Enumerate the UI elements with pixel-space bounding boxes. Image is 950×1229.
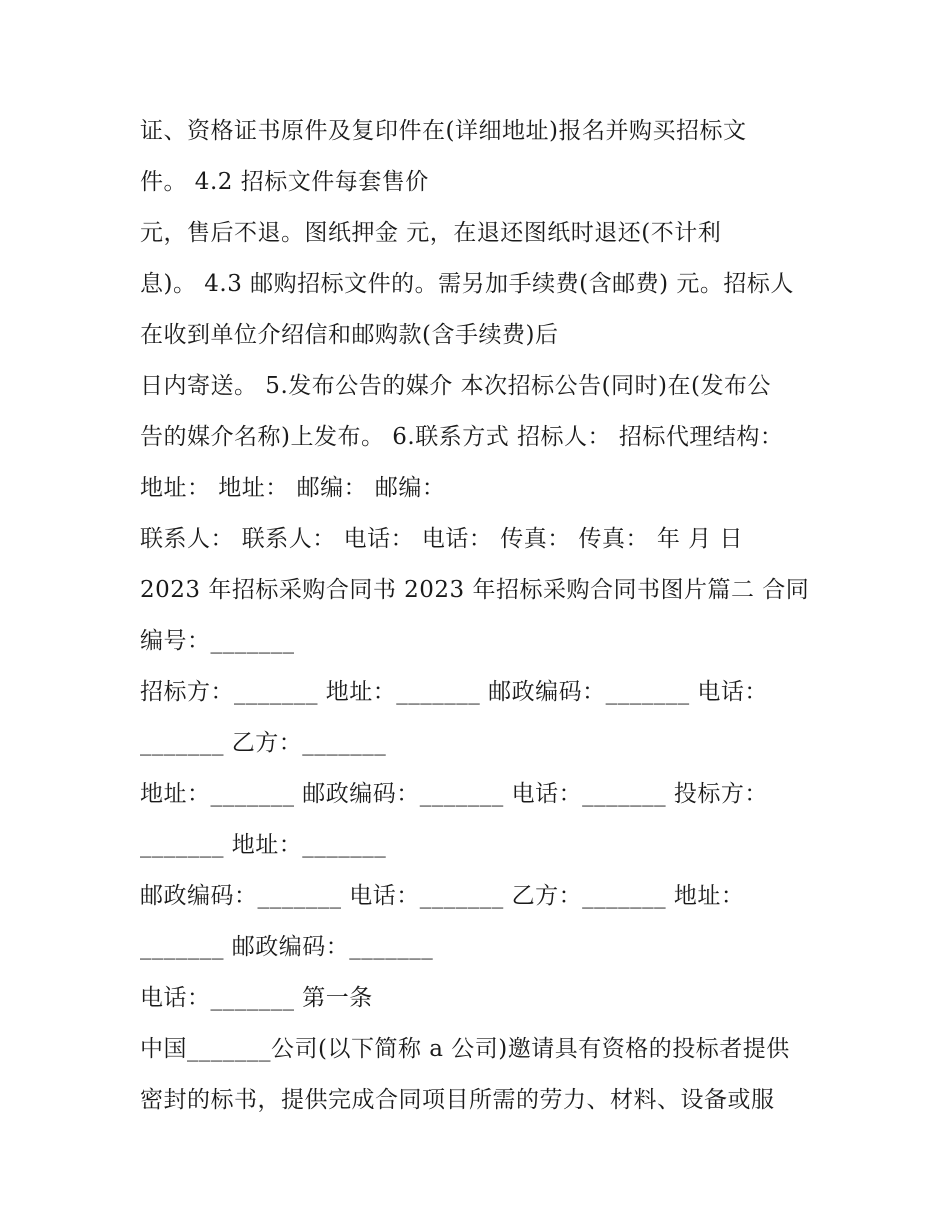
text-line-8: 地址： 地址： 邮编： 邮编：	[140, 475, 446, 501]
text-line-7: 告的媒介名称)上发布。 6.联系方式 招标人： 招标代理结构：	[140, 424, 784, 450]
text-line-12: 招标方：_______ 地址：_______ 邮政编码：_______ 电话：	[140, 679, 768, 705]
text-line-19: 中国_______公司(以下简称 a 公司)邀请具有资格的投标者提供	[140, 1036, 790, 1062]
text-line-6: 日内寄送。 5.发布公告的媒介 本次招标公告(同时)在(发布公	[140, 373, 771, 399]
text-line-5: 在收到单位介绍信和邮购款(含手续费)后	[140, 322, 559, 348]
text-line-10: 2023 年招标采购合同书 2023 年招标采购合同书图片篇二 合同	[140, 577, 810, 603]
text-line-14: 地址：_______ 邮政编码：_______ 电话：_______ 投标方：	[140, 781, 768, 807]
document-body	[140, 106, 820, 1126]
text-line-2: 件。 4.2 招标文件每套售价	[140, 169, 429, 195]
text-line-1: 证、资格证书原件及复印件在(详细地址)报名并购买招标文	[140, 118, 747, 144]
text-line-16: 邮政编码：_______ 电话：_______ 乙方：_______ 地址：	[140, 883, 745, 909]
text-line-20: 密封的标书，提供完成合同项目所需的劳力、材料、设备或服	[140, 1087, 775, 1113]
text-line-9: 联系人： 联系人： 电话： 电话： 传真： 传真： 年 月 日	[140, 526, 743, 552]
text-line-17: _______ 邮政编码：_______	[140, 934, 434, 960]
text-line-3: 元，售后不退。图纸押金 元，在退还图纸时退还(不计利	[140, 220, 722, 246]
text-line-11: 编号：_______	[140, 628, 295, 654]
text-line-4: 息)。 4.3 邮购招标文件的。需另加手续费(含邮费) 元。招标人	[140, 271, 794, 297]
text-line-13: _______ 乙方：_______	[140, 730, 387, 756]
text-line-18: 电话：_______ 第一条	[140, 985, 373, 1011]
text-line-15: _______ 地址：_______	[140, 832, 387, 858]
